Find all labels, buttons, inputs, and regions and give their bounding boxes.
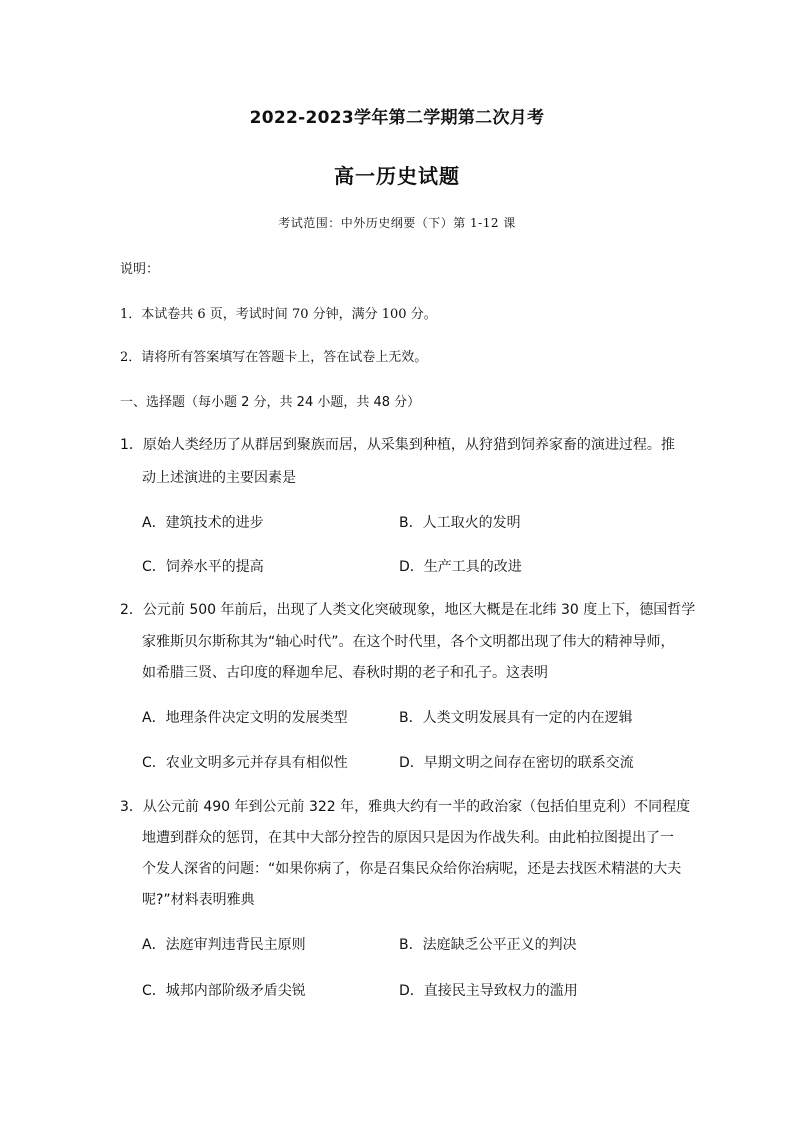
question-1-line-2: 动上述演进的主要因素是 — [142, 470, 296, 486]
question-1-option-b: B．人工取火的发明 — [399, 515, 521, 531]
question-1-option-a: A．建筑技术的进步 — [142, 515, 264, 531]
question-3-option-a: A．法庭审判违背民主原则 — [142, 937, 306, 953]
question-3-option-d: D．直接民主导致权力的滥用 — [399, 983, 578, 999]
question-1-line-1: 1．原始人类经历了从群居到聚族而居，从采集到种植，从狩猎到饲养家畜的演进过程。推 — [120, 437, 675, 453]
question-1-option-d: D．生产工具的改进 — [399, 559, 522, 575]
question-3-option-c: C．城邦内部阶级矛盾尖锐 — [142, 983, 306, 999]
question-2-line-2: 家雅斯贝尔斯称其为“轴心时代”。在这个时代里，各个文明都出现了伟大的精神导师， — [142, 634, 675, 650]
question-3-line-1: 3．从公元前 490 年到公元前 322 年，雅典大约有一半的政治家（包括伯里克利）不同程度 — [120, 799, 691, 815]
exam-scope: 考试范围：中外历史纲要（下）第 1-12 课 — [278, 216, 516, 230]
section-heading: 一、选择题（每小题 2 分，共 24 小题，共 48 分） — [120, 395, 421, 410]
question-2-option-b: B．人类文明发展具有一定的内在逻辑 — [399, 710, 633, 726]
question-2-option-c: C．农业文明多元并存具有相似性 — [142, 755, 348, 771]
note-item-2: 2．请将所有答案填写在答题卡上，答在试卷上无效。 — [120, 350, 428, 365]
question-3-line-2: 地遭到群众的惩罚，在其中大部分控告的原因只是因为作战失利。由此柏拉图提出了一 — [142, 830, 674, 846]
note-item-1: 1．本试卷共 6 页，考试时间 70 分钟，满分 100 分。 — [120, 307, 437, 322]
question-3-line-4: 呢?”材料表明雅典 — [142, 892, 255, 908]
question-2-option-d: D．早期文明之间存在密切的联系交流 — [399, 755, 634, 771]
exam-subtitle: 高一历史试题 — [334, 164, 460, 188]
question-3-line-3: 个发人深省的问题：“如果你病了，你是召集民众给你治病呢，还是去找医术精湛的大夫 — [142, 861, 682, 877]
question-2-option-a: A．地理条件决定文明的发展类型 — [142, 710, 348, 726]
question-1-option-c: C．饲养水平的提高 — [142, 559, 264, 575]
question-3-option-b: B．法庭缺乏公平正义的判决 — [399, 937, 577, 953]
question-2-line-1: 2．公元前 500 年前后，出现了人类文化突破现象，地区大概是在北纬 30 度上下，德国哲学 — [120, 602, 696, 618]
exam-title: 2022-2023学年第二学期第二次月考 — [249, 108, 545, 128]
question-2-line-3: 如希腊三贤、古印度的释迦牟尼、春秋时期的老子和孔子。这表明 — [142, 665, 548, 681]
notes-label: 说明： — [120, 262, 160, 277]
